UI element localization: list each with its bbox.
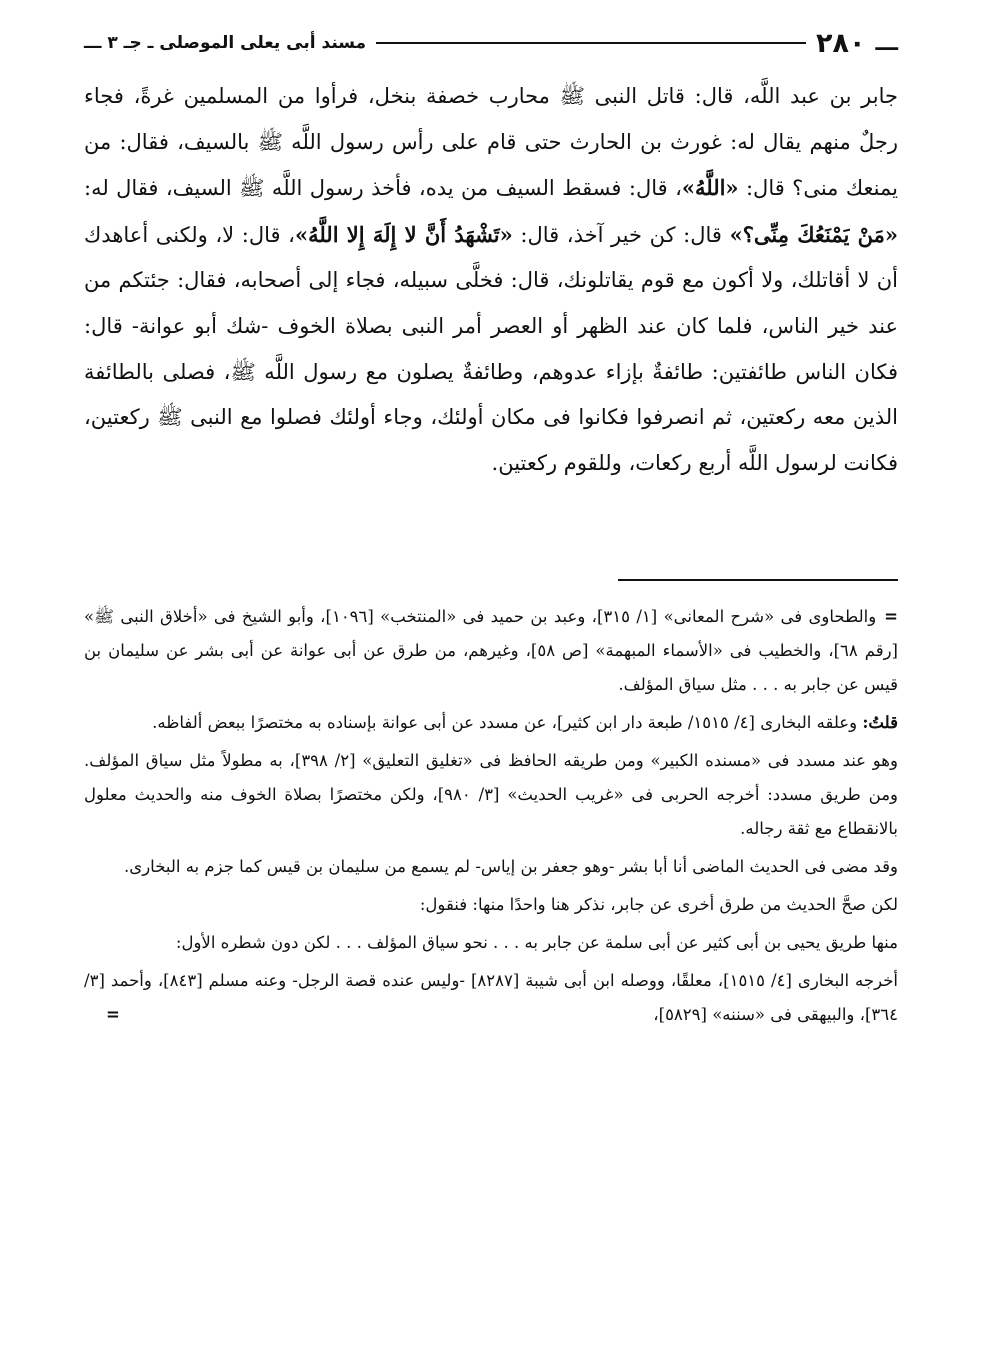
hadith-segment: جابر بن عبد اللَّه، قال: قاتل النبى ﷺ محارب خصفة بنخل، فرأوا من المسلمين غرةً، فجاء رجلٌ منهم يقال له: غورث بن الحارث حتى قام على رأس رسول اللَّه ﷺ بالسيف، فقال: من يمنعك منى؟ قال: [84,84,898,201]
continuation-marker: = [884,607,898,626]
prophet-quote: «مَنْ يَمْنَعُكَ مِنِّى؟» [729,221,898,247]
running-title: مسند أبى يعلى الموصلى ـ جـ ٣ ـــ [84,33,367,53]
footnote-text: وهو عند مسدد فى «مسنده الكبير» ومن طريقه الحافظ فى «تغليق التعليق» [٢/ ٣٩٨]، به مطولاً مثل سياق المؤلف. ومن طريق مسدد: أخرجه الحربى فى «غريب الحديث» [٣/ ٩٨٠]، ولكن مختصرًا بصلاة الخوف منه والحديث معلول بالانقطاع مع ثقة رجاله. [84,751,898,838]
footnotes [84,600,898,1036]
hadith-segment: ، قال: فسقط السيف من يده، فأخذ رسول اللَّه ﷺ السيف، فقال له: [84,176,682,201]
prophet-quote: «اللَّهُ» [681,175,739,201]
continuation-marker: = [106,1005,120,1024]
footnote-text: وعلقه البخارى [٤/ ١٥١٥/ طبعة دار ابن كثير]، عن مسدد عن أبى عوانة بإسناده به مختصرًا ببعض ألفاظه. [152,713,863,732]
footnote-paragraph [84,964,898,1032]
header-dash: ـــ [875,30,898,56]
footnote-paragraph [84,744,898,846]
footnote-paragraph [84,888,898,922]
header-rule [376,42,806,44]
page-number: ٢٨٠ [815,27,866,59]
footnote-text: منها طريق يحيى بن أبى كثير عن أبى سلمة عن جابر به . . . نحو سياق المؤلف . . . لكن دون شطره الأول: [175,933,898,952]
hadith-segment: ، قال: لا، ولكنى أعاهدك أن لا أقاتلك، ولا أكون مع قوم يقاتلونك، قال: فخلَّى سبيله، فجاء إلى أصحابه، فقال: جئتكم من عند خير الناس، فلما كان عند الظهر أو العصر أمر النبى بصلاة الخوف -شك أبو عوانة- قال: فكان الناس طائفتين: طائفةٌ بإزاء عدوهم، وطائفةٌ يصلون مع رسول اللَّه ﷺ، فصلى بالطائفة الذين معه ركعتين، ثم انصرفوا فكانوا فى مكان أولئك، وجاء أولئك فصلوا مع النبى ﷺ ركعتين، فكانت لرسول اللَّه أربع ركعات، وللقوم ركعتين. [84,222,898,475]
hadith-text [84,74,898,486]
footnote-paragraph [84,600,898,702]
hadith-segment: قال: كن خير آخذ، قال: [512,222,730,247]
footnote-text: وقد مضى فى الحديث الماضى أنا أبا بشر -وهو جعفر بن إياس- لم يسمع من سليمان بن قيس كما جزم به البخارى. [124,857,898,876]
footnote-lead: قلتُ: [862,713,898,732]
footnote-paragraph [84,926,898,960]
footnote-text: والطحاوى فى «شرح المعانى» [١/ ٣١٥]، وعبد بن حميد فى «المنتخب» [١٠٩٦]، وأبو الشيخ فى «أخلاق النبى ﷺ» [رقم ٦٨]، والخطيب فى «الأسماء المبهمة» [ص ٥٨]، وغيرهم، من طرق عن أبى عوانة عن أبى بشر عن سليمان بن قيس عن جابر به . . . مثل سياق المؤلف. [84,607,898,694]
footnote-text: لكن صحَّ الحديث من طرق أخرى عن جابر، نذكر هنا واحدًا منها: فنقول: [419,895,898,914]
footnote-paragraph [84,706,898,740]
footnote-separator [618,579,898,581]
footnote-paragraph [84,850,898,884]
footnote-text: أخرجه البخارى [٤/ ١٥١٥]، معلقًا، ووصله ابن أبى شيبة [٨٢٨٧] -وليس عنده قصة الرجل- وعنه مسلم [٨٤٣]، وأحمد [٣/ ٣٦٤]، والبيهقى فى «سننه» [٥٨٢٩]، [84,971,898,1024]
running-header [84,26,898,60]
prophet-quote: «تَشْهَدُ أَنَّ لا إِلَهَ إِلا اللَّهُ» [294,221,513,247]
